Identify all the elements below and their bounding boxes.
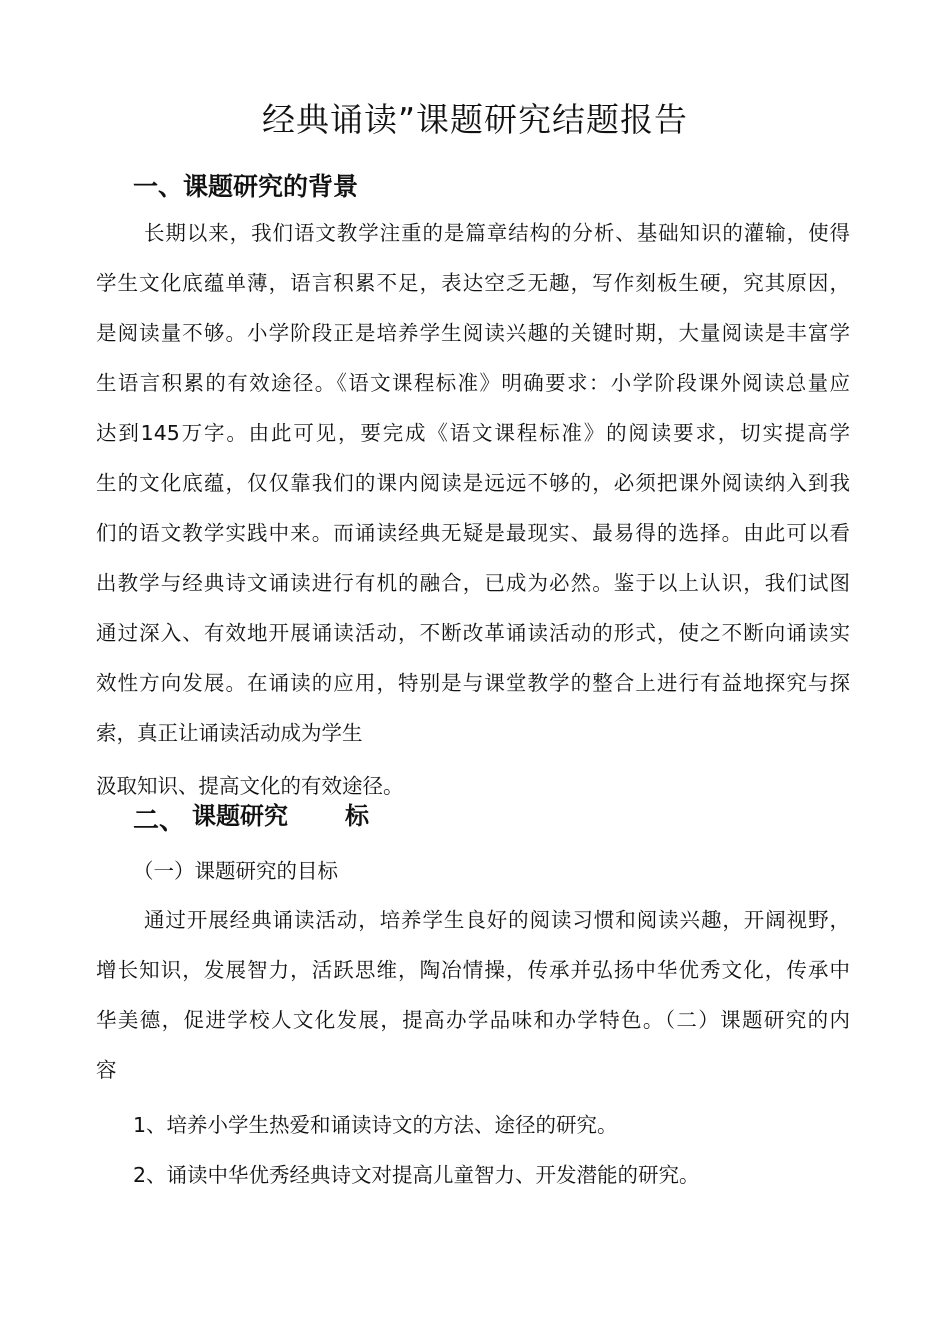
paragraph-line: 学生文化底蕴单薄，语言积累不足，表达空乏无趣，写作刻板生硬，究其原因， — [96, 271, 850, 295]
subsection-heading: （一）课题研究的目标 — [133, 859, 338, 883]
paragraph-line: 们的语文教学实践中来。而诵读经典无疑是最现实、最易得的选择。由此可以看 — [96, 521, 850, 545]
paragraph-line: 索，真正让诵读活动成为学生 — [96, 721, 363, 745]
section-2-heading-number: 二、 — [133, 806, 186, 836]
section-2-paragraph — [96, 895, 850, 1095]
paragraph-line: 是阅读量不够。小学阶段正是培养学生阅读兴趣的关键时期，大量阅读是丰富学 — [96, 321, 850, 345]
paragraph-line: 出教学与经典诗文诵读进行有机的融合，已成为必然。鉴于以上认识，我们试图 — [96, 571, 850, 595]
paragraph-line: 生语言积累的有效途径。《语文课程标准》明确要求：小学阶段课外阅读总量应 — [96, 371, 850, 395]
list-item: 2、诵读中华优秀经典诗文对提高儿童智力、开发潜能的研究。 — [133, 1163, 700, 1187]
section-2-heading-text: 课题研究 — [192, 802, 288, 830]
paragraph-line: 长期以来，我们语文教学注重的是篇章结构的分析、基础知识的灌输，使得 — [144, 221, 850, 245]
paragraph-line: 容 — [96, 1058, 117, 1082]
section-2-heading-text-end: 标 — [345, 802, 369, 830]
paragraph-line: 达到145万字。由此可见，要完成《语文课程标准》的阅读要求，切实提高学 — [96, 421, 850, 445]
paragraph-line: 效性方向发展。在诵读的应用，特别是与课堂教学的整合上进行有益地探究与探 — [96, 671, 850, 695]
section-1-tail-line: 汲取知识、提高文化的有效途径。 — [96, 774, 404, 798]
section-1-paragraph — [96, 208, 850, 758]
document-title: 经典诵读”课题研究结题报告 — [261, 100, 689, 139]
paragraph-line: 华美德，促进学校人文化发展，提高办学品味和办学特色。（二）课题研究的内 — [96, 1008, 850, 1032]
list-item: 1、培养小学生热爱和诵读诗文的方法、途径的研究。 — [133, 1113, 618, 1137]
paragraph-line: 生的文化底蕴，仅仅靠我们的课内阅读是远远不够的，必须把课外阅读纳入到我 — [96, 471, 850, 495]
section-1-heading: 一、课题研究的背景 — [133, 172, 359, 201]
paragraph-line: 通过深入、有效地开展诵读活动，不断改革诵读活动的形式，使之不断向诵读实 — [96, 621, 850, 645]
paragraph-line: 通过开展经典诵读活动，培养学生良好的阅读习惯和阅读兴趣，开阔视野， — [144, 908, 850, 932]
paragraph-line: 增长知识，发展智力，活跃思维，陶冶情操，传承并弘扬中华优秀文化，传承中 — [96, 958, 850, 982]
